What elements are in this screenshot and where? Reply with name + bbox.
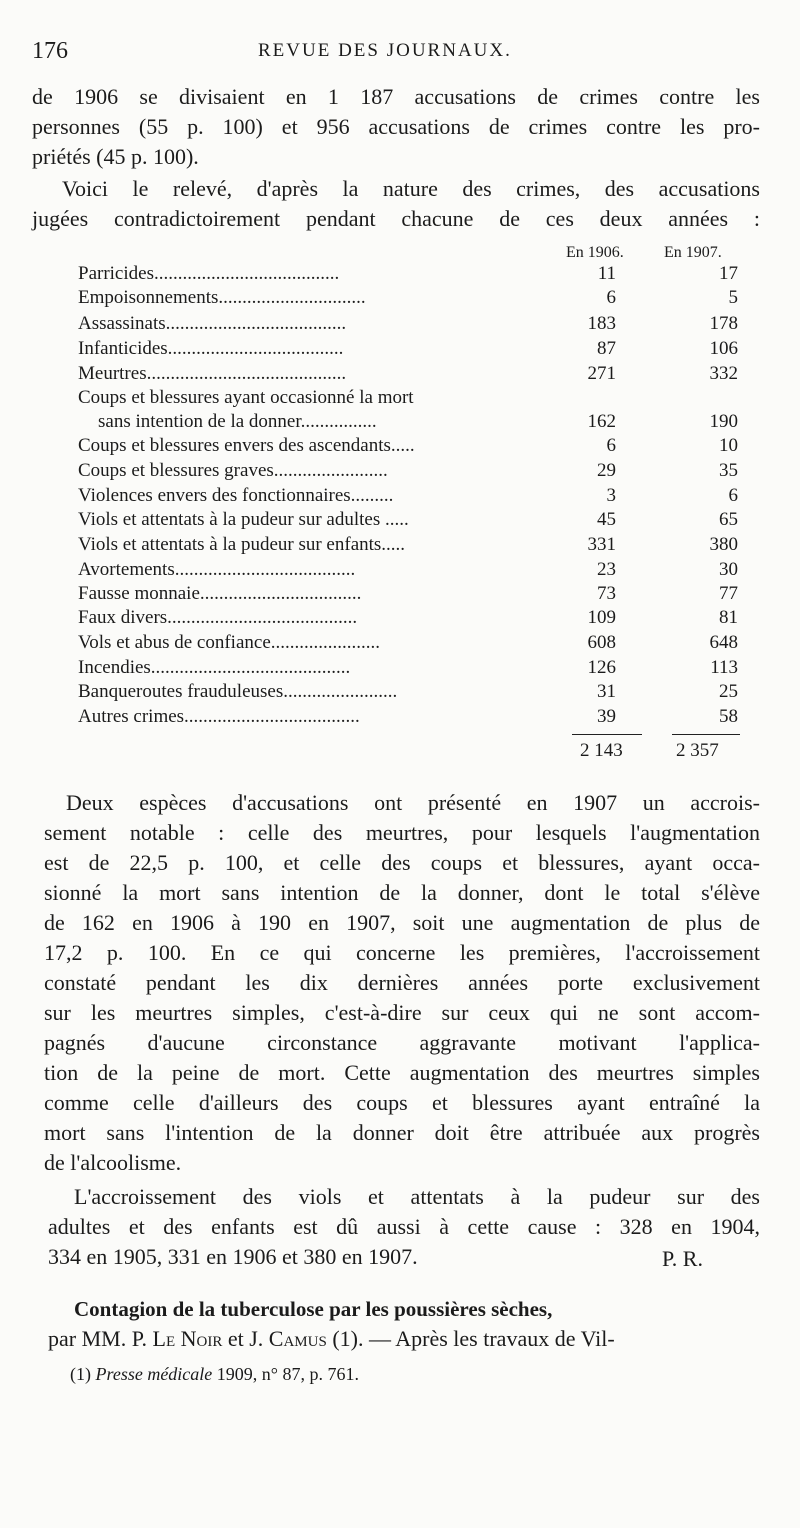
total-1906: 2 143: [580, 740, 623, 761]
table-row: Parricides....................................... 11 17: [78, 263, 738, 284]
footnote-journal: Presse médicale: [95, 1364, 213, 1384]
table-row: Autres crimes..................................... 39 58: [78, 706, 738, 727]
para2-line-1: Deux espèces d'accusations ont présenté en 1907 un accrois-: [66, 790, 760, 815]
para2-line-2: sement notable : celle des meurtres, pour lesquels l'augmentation: [44, 820, 760, 845]
article-heading: Contagion de la tuberculose par les poussières sèches,: [74, 1297, 553, 1321]
intro-line-1: de 1906 se divisaient en 1 187 accusations de crimes contre les: [32, 84, 760, 109]
para2-line-4: sionné la mort sans intention de la donner, dont le total s'élève: [44, 880, 760, 905]
column-header-1906: En 1906.: [566, 244, 624, 261]
table-row: Banqueroutes frauduleuses........................ 31 25: [78, 681, 738, 702]
table-row: Coups et blessures ayant occasionné la mort: [78, 387, 414, 408]
intro-line-5: jugées contradictoirement pendant chacune de ces deux années :: [32, 206, 760, 231]
table-row: Viols et attentats à la pudeur sur adultes ..... 45 65: [78, 509, 738, 530]
para2-line-6: 17,2 p. 100. En ce qui concerne les premières, l'accroissement: [44, 940, 760, 965]
para2-line-5: de 162 en 1906 à 190 en 1907, soit une augmentation de plus de: [44, 910, 760, 935]
para2-line-8: sur les meurtres simples, c'est-à-dire sur ceux qui ne sont accom-: [44, 1000, 760, 1025]
para2-line-11: comme celle d'ailleurs des coups et blessures ayant entraîné la: [44, 1090, 760, 1115]
para2-line-7: constaté pendant les dix dernières années porte exclusivement: [44, 970, 760, 995]
para3-line-2: adultes et des enfants est dû aussi à cette cause : 328 en 1904,: [48, 1214, 760, 1239]
table-row: Meurtres.......................................... 271 332: [78, 363, 738, 384]
table-row: Faux divers........................................ 109 81: [78, 607, 738, 628]
table-row: Fausse monnaie.................................. 73 77: [78, 583, 738, 604]
table-row: Coups et blessures graves........................ 29 35: [78, 460, 738, 481]
author-le-noir: Le Noir: [152, 1326, 223, 1351]
table-row: Violences envers des fonctionnaires......... 3 6: [78, 485, 738, 506]
total-rule-1907: [672, 734, 740, 735]
para2-line-12: mort sans l'intention de la donner doit être attribuée aux progrès: [44, 1120, 760, 1145]
total-1907: 2 357: [676, 740, 719, 761]
table-row: Empoisonnements............................... 6 5: [78, 287, 738, 308]
para2-line-10: tion de la peine de mort. Cette augmentation des meurtres simples: [44, 1060, 760, 1085]
article-byline: par MM. P. Le Noir et J. Camus (1). — Après les travaux de Vil-: [48, 1326, 615, 1351]
para3-line-1: L'accroissement des viols et attentats à la pudeur sur des: [74, 1184, 760, 1209]
column-header-1907: En 1907.: [664, 244, 722, 261]
table-row: Vols et abus de confiance....................... 608 648: [78, 632, 738, 653]
table-row: Incendies.......................................... 126 113: [78, 657, 738, 678]
table-row: Viols et attentats à la pudeur sur enfants..... 331 380: [78, 534, 738, 555]
table-row: Avortements...................................... 23 30: [78, 559, 738, 580]
page-number: 176: [32, 38, 68, 64]
table-row: sans intention de la donner................ 162 190: [98, 411, 738, 432]
running-title: REVUE DES JOURNAUX.: [258, 40, 512, 61]
para2-line-9: pagnés d'aucune circonstance aggravante motivant l'applica-: [44, 1030, 760, 1055]
para2-line-3: est de 22,5 p. 100, et celle des coups et blessures, ayant occa-: [44, 850, 760, 875]
footnote: (1) Presse médicale 1909, n° 87, p. 761.: [70, 1364, 359, 1384]
table-row: Infanticides..................................... 87 106: [78, 338, 738, 359]
intro-line-2: personnes (55 p. 100) et 956 accusations de crimes contre les pro-: [32, 114, 760, 139]
total-rule-1906: [572, 734, 642, 735]
intro-line-4: Voici le relevé, d'après la nature des crimes, des accusations: [62, 176, 760, 201]
author-camus: Camus: [268, 1326, 327, 1351]
para2-line-13: de l'alcoolisme.: [44, 1150, 182, 1175]
intro-line-3: priétés (45 p. 100).: [32, 144, 199, 169]
table-row: Assassinats...................................... 183 178: [78, 313, 738, 334]
para3-line-3: 334 en 1905, 331 en 1906 et 380 en 1907.: [48, 1244, 418, 1269]
signature: P. R.: [662, 1246, 703, 1271]
table-row: Coups et blessures envers des ascendants..... 6 10: [78, 435, 738, 456]
